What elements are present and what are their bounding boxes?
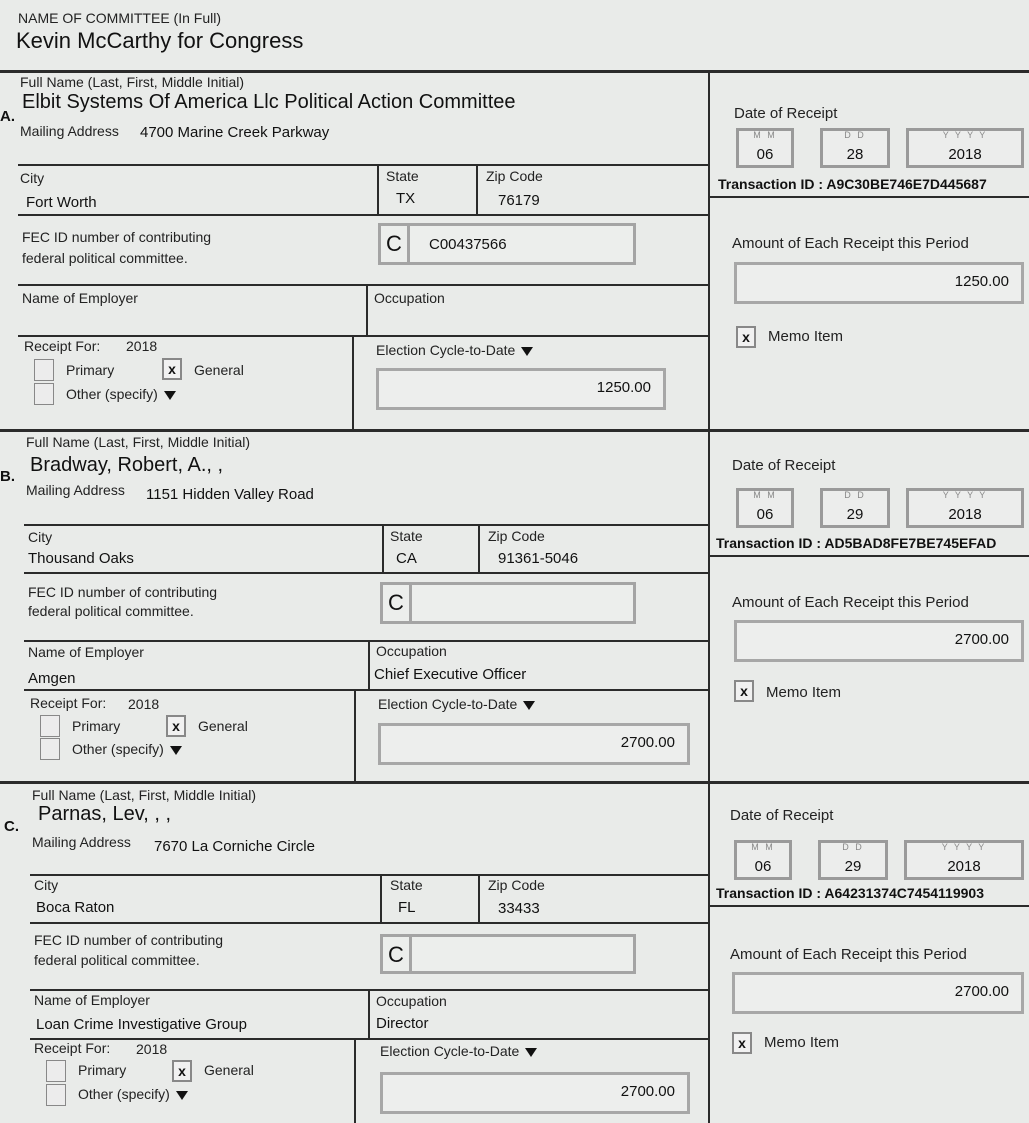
amount: 2700.00 [954,983,1009,1000]
dropdown-arrow-icon [164,391,176,400]
state: CA [396,550,417,567]
amount-label: Amount of Each Receipt this Period [732,594,969,611]
amount-field[interactable] [732,972,1024,1014]
contributor-name: Elbit Systems Of America Llc Political Action Committee [22,91,516,113]
divider [30,1038,708,1040]
divider [24,524,708,526]
divider [377,164,379,214]
yyyy-label: Y Y Y Y [942,130,988,140]
mm-label: M M [753,130,777,140]
entry-letter: B. [0,468,15,485]
election-cycle-label [378,696,535,712]
fec-id-label: federal political committee. [22,250,188,266]
dd-label: D D [842,842,864,852]
employer-label: Name of Employer [28,644,144,660]
occupation-label: Occupation [376,643,447,659]
primary-checkbox[interactable] [40,715,60,737]
primary-checkbox[interactable] [46,1060,66,1082]
divider [478,524,480,572]
city-label: City [34,877,59,893]
month-field[interactable] [734,840,792,880]
month: 06 [754,858,772,875]
committee-name: Kevin McCarthy for Congress [16,28,304,53]
state-label: State [386,168,419,184]
receipt-year: 2018 [128,696,160,712]
section-divider [0,781,1029,784]
year: 2018 [948,506,982,523]
other-checkbox[interactable] [34,383,54,405]
section-divider [0,429,1029,432]
zip-label: Zip Code [486,168,543,184]
divider [352,335,354,430]
fec-id-field[interactable] [380,582,636,624]
employer: Loan Crime Investigative Group [36,1016,247,1033]
transaction-id: Transaction ID : A9C30BE746E7D445687 [718,176,987,192]
mailing-address: 1151 Hidden Valley Road [146,486,314,503]
other-text: Other (specify) [72,741,164,757]
employer-label: Name of Employer [22,290,138,306]
column-divider [708,70,710,1123]
general-checkbox[interactable]: x [166,715,186,737]
amount-label: Amount of Each Receipt this Period [730,946,967,963]
other-label [66,386,176,402]
primary-label: Primary [72,718,121,734]
divider [30,922,708,924]
divider [354,1038,356,1123]
month-field[interactable] [736,128,794,168]
dropdown-arrow-icon [170,746,182,755]
divider [380,874,382,922]
committee-label: NAME OF COMMITTEE (In Full) [18,10,221,26]
day: 29 [846,506,864,523]
general-label: General [194,362,244,378]
divider [478,874,480,922]
fec-id: C00437566 [429,236,507,253]
divider [24,640,708,642]
receipt-for-label: Receipt For: [24,338,101,354]
state-label: State [390,877,423,893]
divider [354,689,356,781]
occupation-label: Occupation [376,993,447,1009]
other-checkbox[interactable] [46,1084,66,1106]
receipt-for-label: Receipt For: [34,1040,111,1056]
other-label [78,1086,188,1102]
city-label: City [20,170,45,186]
dropdown-arrow-icon [176,1091,188,1100]
fec-id-field[interactable] [378,223,636,265]
divider [30,874,708,876]
cycle-to-date-field[interactable] [380,1072,690,1114]
month-field[interactable] [736,488,794,528]
other-text: Other (specify) [78,1086,170,1102]
city: Fort Worth [26,194,97,211]
city: Thousand Oaks [28,550,134,567]
date-of-receipt-label: Date of Receipt [732,457,836,474]
divider [382,524,384,572]
receipt-for-label: Receipt For: [30,695,107,711]
other-checkbox[interactable] [40,738,60,760]
mm-label: M M [753,490,777,500]
election-cycle-text: Election Cycle-to-Date [376,342,516,358]
dd-label: D D [844,490,866,500]
year: 2018 [947,858,981,875]
contributor-name: Bradway, Robert, A., , [30,454,224,476]
amount-label: Amount of Each Receipt this Period [732,235,969,252]
entry-letter: C. [4,818,19,835]
primary-checkbox[interactable] [34,359,54,381]
fec-id-label: federal political committee. [34,952,200,968]
divider [368,640,370,690]
yyyy-label: Y Y Y Y [941,842,987,852]
memo-checkbox[interactable]: x [732,1032,752,1054]
memo-checkbox[interactable]: x [734,680,754,702]
mailing-address-label: Mailing Address [32,834,131,850]
day: 28 [846,146,864,163]
c-prefix: C [381,226,410,262]
month: 06 [756,146,774,163]
receipt-year: 2018 [126,338,158,354]
amount: 1250.00 [954,273,1009,290]
day-field[interactable] [820,128,890,168]
dd-label: D D [844,130,866,140]
year-field[interactable] [906,488,1024,528]
memo-label: Memo Item [764,1034,840,1051]
day: 29 [844,858,862,875]
year: 2018 [948,146,982,163]
amount-field[interactable] [734,262,1024,304]
cycle-to-date: 2700.00 [620,1083,675,1100]
mailing-address: 7670 La Corniche Circle [154,838,315,855]
mailing-address-label: Mailing Address [26,482,125,498]
election-cycle-text: Election Cycle-to-Date [380,1043,520,1059]
transaction-id: Transaction ID : AD5BAD8FE7BE745EFAD [716,535,997,551]
general-checkbox[interactable]: x [172,1060,192,1082]
divider [0,70,1029,73]
divider [18,164,708,166]
full-name-label: Full Name (Last, First, Middle Initial) [26,434,251,450]
divider [18,335,708,337]
other-text: Other (specify) [66,386,158,402]
election-cycle-text: Election Cycle-to-Date [378,696,518,712]
divider [18,214,708,216]
day-field[interactable] [818,840,888,880]
divider [24,689,708,691]
city: Boca Raton [36,899,115,916]
memo-label: Memo Item [768,328,844,345]
zip: 91361-5046 [498,550,579,567]
state-label: State [390,528,423,544]
fec-id-label: FEC ID number of contributing [34,932,224,948]
day-field[interactable] [820,488,890,528]
c-prefix: C [383,937,412,971]
divider [24,572,708,574]
c-prefix: C [383,585,412,621]
other-label [72,741,182,757]
divider [368,989,370,1039]
divider [708,905,1029,907]
election-cycle-label [380,1043,537,1059]
cycle-to-date: 1250.00 [596,379,651,396]
primary-label: Primary [66,362,115,378]
fec-id-field[interactable] [380,934,636,974]
zip-label: Zip Code [488,528,545,544]
divider [708,196,1029,198]
year-field[interactable] [906,128,1024,168]
full-name-label: Full Name (Last, First, Middle Initial) [20,74,245,90]
cycle-to-date-field[interactable] [376,368,666,410]
dropdown-arrow-icon [523,701,535,710]
yyyy-label: Y Y Y Y [942,490,988,500]
fec-id-label: FEC ID number of contributing [28,584,218,600]
general-checkbox[interactable]: x [162,358,182,380]
divider [708,555,1029,557]
month: 06 [756,506,774,523]
election-cycle-label [376,342,533,358]
entry-letter: A. [0,108,15,125]
fec-id-label: FEC ID number of contributing [22,229,212,245]
occupation: Director [376,1015,429,1032]
full-name-label: Full Name (Last, First, Middle Initial) [32,787,257,803]
zip-label: Zip Code [488,877,545,893]
occupation-label: Occupation [374,290,445,306]
city-label: City [28,529,53,545]
date-of-receipt-label: Date of Receipt [730,807,834,824]
cycle-to-date-field[interactable] [378,723,690,765]
employer-label: Name of Employer [34,992,150,1008]
year-field[interactable] [904,840,1024,880]
dropdown-arrow-icon [521,347,533,356]
divider [476,164,478,214]
amount-field[interactable] [734,620,1024,662]
mailing-address-label: Mailing Address [20,123,119,139]
mailing-address: 4700 Marine Creek Parkway [140,124,330,141]
zip: 76179 [498,192,540,209]
fec-id-label: federal political committee. [28,603,194,619]
amount: 2700.00 [954,631,1009,648]
memo-checkbox[interactable]: x [736,326,756,348]
employer: Amgen [28,670,76,687]
divider [18,284,708,286]
date-of-receipt-label: Date of Receipt [734,105,838,122]
dropdown-arrow-icon [525,1048,537,1057]
general-label: General [198,718,248,734]
contributor-name: Parnas, Lev, , , [38,803,172,825]
zip: 33433 [498,900,540,917]
mm-label: M M [751,842,775,852]
transaction-id: Transaction ID : A64231374C7454119903 [716,885,984,901]
receipt-year: 2018 [136,1041,168,1057]
state: FL [398,899,416,916]
occupation: Chief Executive Officer [374,666,527,683]
memo-label: Memo Item [766,684,842,701]
divider [366,284,368,336]
general-label: General [204,1062,254,1078]
state: TX [396,190,416,207]
cycle-to-date: 2700.00 [620,734,675,751]
primary-label: Primary [78,1062,127,1078]
